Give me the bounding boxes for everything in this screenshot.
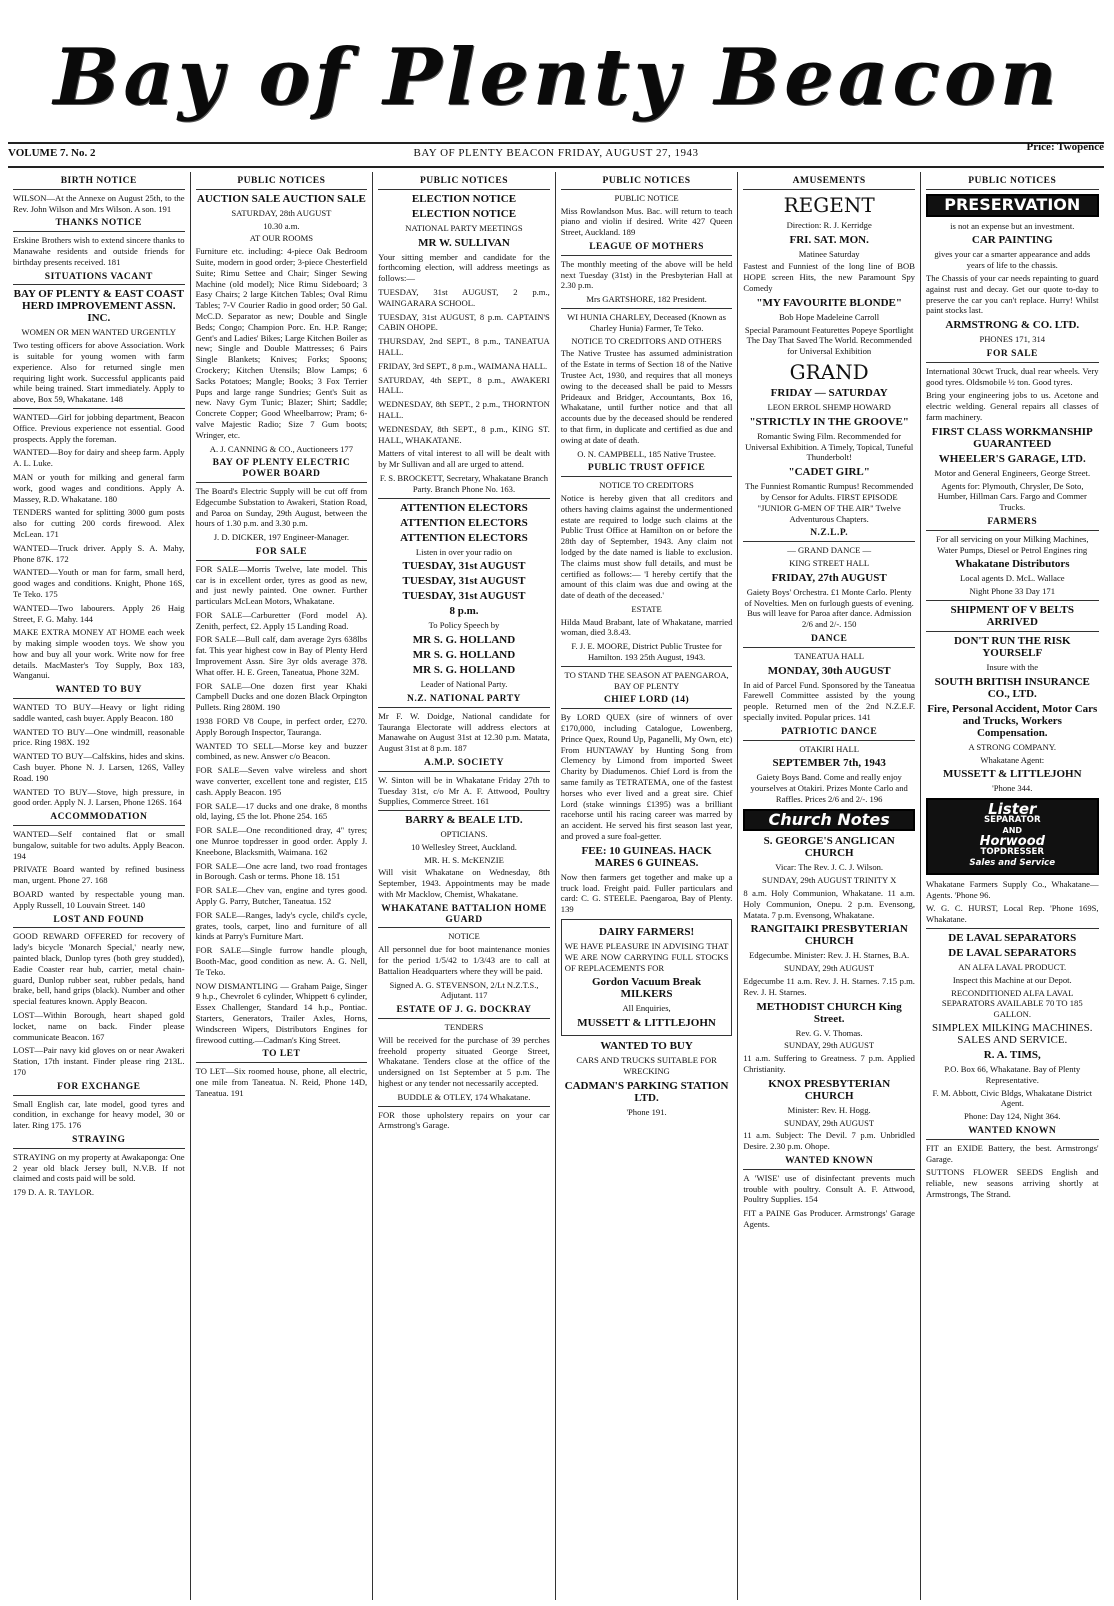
armstrong: ARMSTRONG & CO. LTD. — [945, 319, 1080, 332]
broadcast-date: TUESDAY, 31st AUGUST — [402, 590, 526, 603]
knox-minister: Minister: Rev. H. Hogg. — [787, 1104, 871, 1115]
classified-ad: PRIVATE Board wanted by refined business man, urgent. Phone 27. 168 — [13, 864, 185, 886]
speaker-name: MR S. G. HOLLAND — [412, 649, 516, 662]
creditors-notice: NOTICE TO CREDITORS AND OTHERS — [571, 335, 722, 346]
classified-ad: LOST—Within Borough, heart shaped gold locket, name on back. Finder please communicate Beacon. 167 — [13, 1010, 185, 1042]
divider — [378, 498, 550, 499]
hurst-rep: W. G. C. HURST, Local Rep. 'Phone 169S, Whakatane. — [925, 903, 1099, 925]
broadcast-date: TUESDAY, 31st AUGUST — [402, 575, 526, 588]
wheelers-agents: Agents for: Plymouth, Chrysler, De Soto, Humber, Hillman Cars. Fargo and Commer Trucks. — [937, 480, 1087, 513]
rangitaiki-services: Edgecumbe 11 a.m. Rev. J. H. Starnes. 7.15 p.m. Rev. J. H. Starnes. — [743, 976, 915, 997]
league-mothers-heading: LEAGUE OF MOTHERS — [561, 242, 733, 256]
divider — [926, 631, 1099, 632]
patriotic-dance-heading: PATRIOTIC DANCE — [743, 727, 915, 741]
classified-ad: FOR SALE—Seven valve wireless and short wave converter, excellent tone and register, £15 cash. Apply Beacon. 195 — [195, 765, 368, 797]
classified-ad: WANTED TO BUY—Calfskins, hides and skins. Cash buyer. Phone N. J. Larsen, 126S, Valley Road. 190 — [13, 751, 185, 783]
public-notices-heading: PUBLIC NOTICES — [926, 176, 1099, 190]
info-bar — [8, 141, 1104, 165]
auction-title: AUCTION SALE AUCTION SALE — [196, 192, 366, 205]
wheelers-garage: WHEELER'S GARAGE, LTD. — [938, 452, 1086, 465]
herd-assn: BAY OF PLENTY & EAST COAST HERD IMPROVEMENT ASSN. INC. — [13, 288, 184, 325]
knox-date: SUNDAY, 29th AUGUST — [784, 1117, 875, 1128]
barry-beale: BARRY & BEALE LTD. — [405, 814, 523, 827]
enquiries: All Enquiries, — [622, 1003, 671, 1014]
meeting-closing: Matters of vital interest to all will be dealt with by Mr Sullivan and all are urged to attend. — [378, 448, 550, 470]
column-5 — [738, 172, 921, 1600]
classified-ad: Small English car, late model, good tyres and condition, in exchange for heavy model, 30 or later. Ring 175. 176 — [13, 1098, 185, 1131]
car-painting: CAR PAINTING — [971, 234, 1053, 247]
methodist-date: SUNDAY, 29th AUGUST — [784, 1040, 875, 1051]
grand-days: FRIDAY — SATURDAY — [770, 386, 888, 399]
whakatane-distributors: Whakatane Distributors — [954, 558, 1070, 571]
testing-officers: Two testing officers for above Association. Work is suitable for young women with farm experience. Also for returned single men requiring light work. Successful applicants paid while being trained. Start immediately. Apply to above, Box 59, Whakatane. 148 — [13, 340, 185, 405]
straying-heading: STRAYING — [13, 1135, 185, 1149]
classified-ad: WANTED TO BUY—Heavy or light riding saddle wanted, cash buyer. Apply Beacon. 180 — [13, 702, 185, 723]
whakatane-agent: Whakatane Agent: — [980, 754, 1045, 765]
situations-heading: SITUATIONS VACANT — [13, 272, 185, 286]
broadcast-time: 8 p.m. — [449, 605, 479, 618]
armstrong-phones: PHONES 171, 314 — [979, 334, 1046, 345]
classified-ad: FOR SALE—Single furrow handle plough, Booth-Mac, good condition as new. A. G. Nell, Te Teko. — [195, 945, 368, 977]
amp-society-body: W. Sinton will be in Whakatane Friday 27th to Tuesday 31st, c/o Mr A. F. Attwood, Poultry Supplies, Commerce Street. 161 — [378, 774, 550, 807]
farmers-body: For all servicing on your Milking Machines, Water Pumps, Diesel or Petrol Engines ring — [936, 533, 1089, 555]
column-2 — [191, 172, 374, 1600]
divider — [561, 666, 733, 667]
accommodation-heading: ACCOMMODATION — [13, 812, 185, 826]
distributors-agent: Local agents D. McL. Wallace — [959, 573, 1065, 584]
divider — [378, 810, 550, 811]
charley-estate: WI HUNIA CHARLEY, Deceased (Known as Charley Hunia) Farmer, Te Teko. — [567, 311, 726, 333]
mckenzie: MR. H. S. McKENZIE — [424, 854, 504, 865]
strong-company: A STRONG COMPANY. — [968, 741, 1057, 752]
cadmans-phone: 'Phone 191. — [626, 1106, 667, 1117]
distributors-phone: Night Phone 33 Day 171 — [969, 586, 1055, 597]
separator-label: SEPARATOR — [983, 814, 1041, 825]
grand-body-2: The Funniest Romantic Rumpus! Recommended by Censor for Adults. FIRST EPISODE "JUNIOR G-MEN OF THE AIR" Twelve Adventurous Chapters. — [745, 481, 914, 524]
grand-title: GRAND — [789, 359, 869, 384]
sales-service: Sales and Service — [969, 858, 1056, 869]
classified-ad: FOR SALE—Ranges, lady's cycle, child's cycle, grates, tools, carpet, lino and furniture of all kinds at Parry's Furniture Mart. — [195, 909, 368, 942]
cars-trucks: CARS AND TRUCKS SUITABLE FOR WRECKING — [576, 1055, 717, 1076]
st-georges-date: SUNDAY, 29th AUGUST TRINITY X — [762, 875, 897, 886]
classified-ad: MAN or youth for milking and general farm work, good wages and conditions. Apply A. Massey, R.D. Whakatane. 180 — [13, 471, 185, 504]
regent-more: Special Paramount Featurettes Popeye Sportlight The Day That Saved The World. Recommended for Universal Exhibition — [744, 324, 914, 357]
farmers-heading: FARMERS — [926, 517, 1099, 531]
regent-title: REGENT — [783, 192, 875, 217]
home-guard-body: All personnel due for boot maintenance monies for the period 1/5/42 to 1/3/43 are to call at Battalion Headquarters where they will be paid. — [378, 944, 550, 976]
column-4 — [556, 172, 739, 1600]
classified-ad: WANTED TO SELL—Morse key and buzzer combined, as new. Answer c/o Beacon. — [195, 740, 368, 762]
to-let-heading: TO LET — [196, 1049, 368, 1063]
dockray-heading: ESTATE OF J. G. DOCKRAY — [378, 1005, 550, 1019]
king-street-hall: KING STREET HALL — [789, 557, 870, 568]
exchange-heading: FOR EXCHANGE — [13, 1082, 185, 1096]
and-label: AND — [1002, 825, 1023, 835]
estate-body: Hilda Maud Brabant, late of Whakatane, married woman, died 3.8.43. — [560, 616, 733, 638]
price: Price: Twopence — [1026, 141, 1104, 153]
meeting-intro: Your sitting member and candidate for the forthcoming election, will address meetings as follows:— — [378, 251, 550, 284]
classified-ad: WANTED—Youth or man for farm, small herd, good wages and conditions. Knight, Phone 16S, Te Teko. 175 — [13, 567, 185, 599]
mussett-littlejohn: MUSSETT & LITTLEJOHN — [577, 1017, 716, 1030]
wanted-known-heading: WANTED KNOWN — [743, 1156, 915, 1170]
divider — [926, 600, 1099, 601]
attention-electors: ATTENTION ELECTORS — [400, 501, 528, 514]
candidate-name: MR W. SULLIVAN — [418, 236, 510, 249]
regent-days: FRI. SAT. MON. — [789, 233, 869, 246]
classified-ad: BOARD wanted by respectable young man. Apply Russell, 10 Louvain Street. 140 — [13, 889, 185, 910]
reconditioned: RECONDITIONED ALFA LAVAL SEPARATORS AVAILABLE 70 TO 185 GALLON. — [941, 987, 1083, 1020]
dockray-body: Will be received for the purchase of 39 perches freehold property situated George Street, Whakatane. Tenders close at the office of the undersigned on 1st September at 5 p.m. The highest or any tender not necessarily accepted. — [378, 1034, 550, 1089]
abbott-phone: Phone: Day 124, Night 364. — [964, 1111, 1061, 1122]
tims: R. A. TIMS, — [983, 1049, 1041, 1062]
nzlp-heading: N.Z.L.P. — [743, 528, 915, 542]
auction-location: AT OUR ROOMS — [249, 233, 314, 244]
dairy-farmers-ad — [561, 919, 733, 1036]
column-1 — [8, 172, 191, 1600]
creditors-notice: NOTICE TO CREDITORS — [599, 480, 694, 491]
knox-services: 11 a.m. Subject: The Devil. 7 p.m. Unbridled Desire. 2.30 p.m. Ohope. — [743, 1130, 915, 1152]
meeting-item: TUESDAY, 31st AUGUST, 8 p.m. CAPTAIN'S CABIN OHOPE. — [378, 311, 550, 333]
volume-number: VOLUME 7. No. 2 — [8, 147, 96, 159]
opticians: OPTICIANS. — [440, 829, 488, 840]
regent-direction: Direction: R. J. Kerridge — [786, 219, 872, 230]
speaker-name: MR S. G. HOLLAND — [412, 634, 516, 647]
lost-found-heading: LOST AND FOUND — [13, 915, 185, 929]
thanks-notice: Erskine Brothers wish to extend sincere thanks to Manawahe residents and outside friends for birthday presents received. 181 — [13, 235, 185, 267]
stud-fee: FEE: 10 GUINEAS. HACK MARES 6 GUINEAS. — [581, 844, 712, 869]
de-laval: DE LAVAL SEPARATORS — [948, 932, 1077, 945]
st-georges: S. GEORGE'S ANGLICAN CHURCH — [763, 835, 895, 860]
birth-heading: BIRTH NOTICE — [13, 176, 185, 190]
taneatua-body: In aid of Parcel Fund. Sponsored by the Taneatua Farewell Committee assisted by the young people. Returned men of the 2nd N.Z.E.F. specially invited. Popular prices. 141 — [743, 679, 915, 722]
classified-ad: GOOD REWARD OFFERED for recovery of lady's bicycle 'Monarch Special,' nearly new, painted black, Dunlop tyres (both grey studded), Eadie Coaster rear hub, carrier, metal chain-guard, Dunlop rubber seat, rubber pedals, hand brake, bell, hand grips (black). Number and other special features known. Apply Beacon. — [13, 931, 185, 1007]
wanted-known-heading: WANTED KNOWN — [926, 1126, 1099, 1140]
grand-film: "STRICTLY IN THE GROOVE" — [749, 415, 909, 428]
chief-lord-body: By LORD QUEX (sire of winners of over £170,000, including Catalogue, Lowenberg, Prince Quex, Round Up, Paganelli, My Own, etc) From HUNTAWAY by Hunting Song from Clemency by Limond from imported Sweet Charity by Diadumenos. Chief Lord is from the same family as TETRATEMA, one of the fastest horses who ever lived and a great sire. Chief Lord (stake winnings £1395) was a brilliant racehorse until his racing career was marred by an accident. He served his first season last year, and proved a sure foal-getter. — [560, 712, 733, 842]
classified-ad: WANTED—Self contained flat or small bungalow, suitable for two adults. Apply Beacon. 194 — [13, 829, 185, 861]
regent-matinee: Matinee Saturday — [798, 248, 860, 259]
attention-electors: ATTENTION ELECTORS — [400, 516, 528, 529]
mussett-littlejohn: MUSSETT & LITTLEJOHN — [942, 768, 1082, 781]
auction-body: Furniture etc. including: 4-piece Oak Bedroom Suite, modern in good order; 3-piece Chesterfield Suite; Rimu Settee and Chair; Singer Sewing Machine (old model); Nice Rimu Sideboard; 3 Easy Chairs; 2 large Kitchen Tables; Oval Rimu Tables; 7-V Courier Radio in good order; 50 Gal. McC.D. Separator as new; Double and Single Beds; Congo; Champion Porc. En. H.P. Range; Gent's and Ladies' Bikes; Large Kitchen Boiler as new; Single and Double Mattresses; 6 Pairs Single Blankets; Knives; Forks; Spoons; Crockery; Kitchen Utensils; Blow Lamps; 6 Sacks Potatoes; Mangle; Books; 3 Fox Terrier Pups and large range Sundries; Gent's Suit as new. Navy Gym Tunic; Blazer; Shirt; Saddle; Concrete Copper; Good Wheelbarrow; Pram; 6-valve Majestic Radio; Size 7 Gum boots; Wringer, etc. — [195, 246, 368, 440]
speaker-name: MR S. G. HOLLAND — [412, 664, 516, 677]
classified-ad: STRAYING on my property at Awakaponga: One 2 year old black Jersey bull, N.V.B. If not claimed and costs paid will be sold. — [13, 1151, 185, 1184]
election-notice: ELECTION NOTICE — [411, 192, 517, 205]
amp-society-heading: A.M.P. SOCIETY — [378, 758, 550, 772]
attention-electors: ATTENTION ELECTORS — [400, 531, 528, 544]
power-board-body: The Board's Electric Supply will be cut off from Edgecumbe Substation to Awakeri, Station Road, and Paroa on Sunday, 29th August, between the hours of 1.30 p.m. and 3.30 p.m. — [195, 485, 368, 529]
classified-ad: WANTED TO BUY—Stove, high pressure, in good order. Apply N. J. Larsen, Phone 126S. 164 — [13, 786, 185, 808]
classified-ad: LOST—Pair navy kid gloves on or near Awakeri Station, 17th instant. Finder please ring 213L. 170 — [13, 1045, 185, 1077]
classified-ad: A 'WISE' use of disinfectant prevents much trouble with poultry. Consult A. F. Attwood, Poultry Supplies. 154 — [743, 1172, 915, 1205]
meeting-item: WEDNESDAY, 8th SEPT., 8 p.m., KING ST. HALL, WHAKATANE. — [378, 423, 550, 445]
otakiri-hall: OTAKIRI HALL — [799, 743, 860, 754]
classified-ad: NOW DISMANTLING — Graham Paige, Singer 9 h.p., Chevrolet 6 cylinder, Whippett 6 cylinder, Essex Challenger, Standard 14 h.p., Pontiac. Starters, Generators, Trailer Axles, Horns, Windscreen Wipers, Distributors Engines for firewood cutting.—Cadman's King Street. — [195, 980, 368, 1045]
notice-label: NOTICE — [448, 931, 480, 942]
grand-dance: — GRAND DANCE — — [787, 545, 872, 556]
opticians-address: 10 Wellesley Street, Auckland. — [411, 841, 517, 852]
dateline: BAY OF PLENTY BEACON FRIDAY, AUGUST 27, 1943 — [413, 147, 699, 159]
meeting-signature: F. S. BROCKETT, Secretary, Whakatane Branch Party. Branch Phone No. 163. — [379, 472, 549, 494]
regent-cast: Bob Hope Madeleine Carroll — [779, 311, 880, 322]
farmers-supply: Whakatane Farmers Supply Co., Whakatane—Agents. 'Phone 96. — [925, 878, 1099, 900]
taneatua-date: MONDAY, 30th AUGUST — [767, 664, 891, 677]
power-board-signature: J. D. DICKER, 197 Engineer-Manager. — [213, 532, 350, 543]
methodist: METHODIST CHURCH King Street. — [756, 1000, 902, 1025]
engineering-body: Bring your engineering jobs to us. Acetone and electric welding. General repairs all classes of farm machinery. — [925, 390, 1099, 422]
classified-ad: FOR SALE—Morris Twelve, late model. This car is in excellent order, tyres as good as new, and just newly painted. One owner. Further particulars McLean Motors, Whakatane. — [195, 563, 368, 607]
estate-label: ESTATE — [631, 603, 662, 614]
dairy-farmers-heading: DAIRY FARMERS! — [598, 926, 695, 939]
classified-ad: FOR SALE—One dozen first year Khaki Campbell Ducks and one dozen Black Orpington Pullets. Ring 280M. 190 — [195, 680, 368, 713]
stand-season: TO STAND THE SEASON AT PAENGAROA, BAY OF PLENTY — [564, 669, 729, 691]
insure-with: Insure with the — [986, 661, 1039, 672]
lister-logo: Lister — [988, 800, 1037, 819]
rowlandson-notice: Miss Rowlandson Mus. Bac. will return to teach piano and violin if desired. Write 427 Queen Street, Auckland. 189 — [560, 205, 733, 238]
classified-ad: TENDERS wanted for splitting 3000 gum posts also for cutting 200 cords firewood. Alex McLean. 171 — [13, 507, 185, 539]
rangitaiki-date: SUNDAY, 29th AUGUST — [784, 963, 875, 974]
classified-signature: 179 D. A. R. TAYLOR. — [13, 1187, 94, 1198]
alfa-laval: AN ALFA LAVAL PRODUCT. — [958, 962, 1067, 973]
classified-ad: TO LET—Six roomed house, phone, all electric, one mile from Taneatua. N. Reid, Phone 14D, Taneatua. 191 — [195, 1066, 368, 1098]
birth-notice: WILSON—At the Annexe on August 25th, to the Rev. John Wilson and Mrs Wilson. A son. 191 — [13, 192, 185, 214]
classified-ad: FOR SALE—Carburetter (Ford model A). Zenith, perfect, £2. Apply 15 Landing Road. — [195, 609, 368, 631]
classified-ad: SUTTONS FLOWER SEEDS English and reliable, new seasons arriving shortly at Armstrongs, The Strand. — [925, 1167, 1099, 1200]
otakiri-date: SEPTEMBER 7th, 1943 — [772, 757, 886, 770]
masthead-title: Bay of Plenty Beacon — [53, 32, 1061, 123]
grand-body: Romantic Swing Film. Recommended for Universal Exhibition. A Timely, Topical, Tuneful Thunderbolt! — [745, 430, 914, 463]
inspect-depot: Inspect this Machine at our Depot. — [952, 974, 1072, 985]
classified-ad: WANTED TO BUY—One windmill, reasonable price. Ring 198X. 192 — [13, 726, 185, 748]
grand-film-2: "CADET GIRL" — [788, 466, 870, 479]
masthead-rule — [8, 142, 1104, 144]
for-sale-heading: FOR SALE — [196, 547, 368, 561]
classified-ad: WANTED—Two labourers. Apply 26 Haig Street, F. G. Mahy. 144 — [13, 602, 185, 624]
auction-signature: A. J. CANNING & CO., Auctioneers 177 — [209, 443, 353, 454]
party-leader: Leader of National Party. — [420, 679, 508, 690]
public-notices-heading: PUBLIC NOTICES — [196, 176, 368, 190]
south-british: SOUTH BRITISH INSURANCE CO., LTD. — [934, 675, 1090, 700]
dance-heading: DANCE — [743, 634, 915, 648]
abbott: F. M. Abbott, Civic Bldgs, Whakatane District Agent. — [932, 1087, 1093, 1109]
league-mothers-signature: Mrs GARTSHORE, 182 President. — [586, 294, 707, 305]
public-notices-heading: PUBLIC NOTICES — [561, 176, 733, 190]
knox: KNOX PRESBYTERIAN CHURCH — [768, 1077, 891, 1102]
women-men-wanted: WOMEN OR MEN WANTED URGENTLY — [21, 327, 177, 338]
tims-body: P.O. Box 66, Whakatane. Bay of Plenty Representative. — [944, 1064, 1081, 1085]
classified-ad: FOR SALE—One acre land, two road frontages in Borough. Cash or terms. Phone 18. 151 — [195, 860, 368, 882]
for-sale-body: International 30cwt Truck, dual rear wheels. Very good tyres. Oldsmobile ½ ton. Good tyres. — [925, 365, 1099, 387]
public-notice-label: PUBLIC NOTICE — [614, 192, 679, 203]
classified-ad: FIT a PAINE Gas Producer. Armstrongs' Garage Agents. — [743, 1208, 915, 1230]
policy-speech: To Policy Speech by — [428, 620, 500, 631]
workmanship: FIRST CLASS WORKMANSHIP GUARANTEED — [931, 425, 1093, 450]
dont-run-risk: DON'T RUN THE RISK YOURSELF — [953, 634, 1071, 659]
divider — [378, 1106, 550, 1107]
meeting-item: FRIDAY, 3rd SEPT., 8 p.m., WAIMANA HALL. — [378, 360, 548, 371]
church-notes-banner: Church Notes — [743, 809, 915, 832]
estate-signature: F. J. E. MOORE, District Public Trustee for Hamilton. 193 25th August, 1943. — [571, 641, 722, 663]
dockray-signature: BUDDLE & OTLEY, 174 Whakatane. — [397, 1091, 531, 1102]
horwood-logo: Horwood — [979, 833, 1045, 849]
tenders-label: TENDERS — [444, 1022, 484, 1033]
st-georges-services: 8 a.m. Holy Communion, Whakatane. 11 a.m. Holy Communion, Onepu. 2 p.m. Evensong, Matata. 7 p.m. Evensong, Whakatane. — [743, 888, 915, 920]
methodist-services: 11 a.m. Suffering to Greatness. 7 p.m. Applied Christianity. — [743, 1053, 915, 1075]
insurance-types: Fire, Personal Accident, Motor Cars and Trucks, Workers Compensation. — [927, 702, 1098, 739]
public-trust-body: Notice is hereby given that all creditors and others having claims against the undermentioned estate are required to lodge such claims at the Public Trust Office at Hamilton on or before the 28th day of September, 1943. Any claim not lodged by the date named is liable to exclusion. The claims must show full details, and must be certified as follows:— 'I hereby certify that the amount of this claim was due and owing at the date of death of the deceased.' — [560, 492, 733, 601]
nz-national-party-body: Mr F. W. Doidge, National candidate for Tauranga Electorate will address electors at Manawahe on August 31st at 12.30 p.m. Matata, August 31st at 8 p.m. 187 — [378, 710, 550, 754]
regent-film: "MY FAVOURITE BLONDE" — [756, 296, 902, 309]
home-guard-heading: WHAKATANE BATTALION HOME GUARD — [378, 904, 550, 929]
simplex: SIMPLEX MILKING MACHINES. SALES AND SERVICE. — [932, 1022, 1093, 1047]
meeting-item: WEDNESDAY, 8th SEPT., 2 p.m., THORNTON HALL. — [378, 399, 550, 420]
chief-lord-heading: CHIEF LORD (14) — [561, 695, 733, 709]
auction-date: SATURDAY, 28th AUGUST — [231, 207, 332, 218]
gordon-milkers: Gordon Vacuum Break MILKERS — [591, 976, 702, 1001]
classified-ad: WANTED—Truck driver. Apply S. A. Mahy, Phone 87K. 172 — [13, 542, 185, 564]
charley-body: The Native Trustee has assumed administration of the Estate in terms of Section 18 of the Native Trustee Act, 1930, and requires that all moneys owing to the deceased shall be paid to Messrs Prideaux and Bridger, Accountants, Box 16, Whakatane, until further notice and that all accounts due by the deceased should be rendered to that firm, in duplicate and certified as due and owing at date of death. — [560, 348, 733, 445]
methodist-rev: Rev. G. V. Thomas. — [795, 1027, 863, 1038]
regent-body: Fastest and Funniest of the long line of BOB HOPE screen Hits, the new Paramount Spy Comedy — [743, 261, 915, 293]
listen-in: Listen in over your radio on — [415, 546, 513, 557]
classified-ad: MAKE EXTRA MONEY AT HOME each week by making simple wooden toys. We show you how and buy all your work. Write now for free details. MacMaster's Toy Supply, Box 183, Wanganui. — [13, 627, 185, 681]
dairy-farmers-body: WE HAVE PLEASURE IN ADVISING THAT WE ARE NOW CARRYING FULL STOCKS OF REPLACEMENTS FOR — [564, 941, 729, 973]
thanks-heading: THANKS NOTICE — [13, 218, 185, 232]
public-notices-heading: PUBLIC NOTICES — [378, 176, 550, 190]
public-trust-heading: PUBLIC TRUST OFFICE — [561, 463, 733, 477]
nz-national-party-heading: N.Z. NATIONAL PARTY — [378, 694, 550, 708]
info-rule — [8, 166, 1104, 168]
wheelers-sub: Motor and General Engineers, George Street. — [934, 467, 1091, 478]
lister-ad — [926, 798, 1099, 875]
chief-lord-closing: Now then farmers get together and make up a truck load. Freight paid. Fuller particulars and card: C. G. STEELE. Paengaroa, Bay of Plenty. 139 — [560, 871, 733, 915]
national-party-meetings: NATIONAL PARTY MEETINGS — [405, 222, 523, 233]
masthead — [0, 20, 1114, 135]
league-mothers-body: The monthly meeting of the above will be held next Tuesday (31st) in the Presbyterian Hall at 2.30 p.m. — [560, 258, 733, 291]
column-6 — [921, 172, 1104, 1600]
columns — [8, 172, 1104, 1600]
cadmans-parking: CADMAN'S PARKING STATION LTD. — [564, 1079, 729, 1104]
st-georges-vicar: Vicar: The Rev. J. C. J. Wilson. — [775, 862, 884, 873]
column-3 — [373, 172, 556, 1600]
power-board-heading: BAY OF PLENTY ELECTRIC POWER BOARD — [196, 458, 368, 483]
mussett-phone: 'Phone 344. — [992, 783, 1033, 794]
divider — [13, 408, 185, 409]
broadcast-date: TUESDAY, 31st AUGUST — [402, 560, 526, 573]
king-street-date: FRIDAY, 27th AUGUST — [771, 571, 887, 584]
divider — [561, 308, 733, 309]
rangitaiki-minister: Edgecumbe. Minister: Rev. J. H. Starnes, B.A. — [749, 950, 910, 961]
wanted-to-buy-heading: WANTED TO BUY — [600, 1040, 693, 1053]
divider — [926, 928, 1099, 929]
mckenzie-body: Will visit Whakatane on Wednesday, 8th September, 1943. Appointments may be made with Mr Macklow, Chemist, Whakatane. — [378, 867, 550, 900]
preservation-logo: PRESERVATION — [926, 194, 1099, 217]
meeting-item: TUESDAY, 31st AUGUST, 2 p.m., WAINGARARA SCHOOL. — [378, 286, 550, 308]
wanted-to-buy-heading: WANTED TO BUY — [13, 685, 185, 699]
classified-ad: FOR SALE—17 ducks and one drake, 8 months old, laying, £5 the lot. Phone 254. 165 — [195, 800, 368, 822]
classified-ad: WANTED—Girl for jobbing department, Beacon Office. Previous experience not essential. Good prospects. Apply the foreman. — [13, 411, 185, 444]
topdresser-label: TOPDRESSER — [980, 847, 1045, 858]
classified-ad: 1938 FORD V8 Coupe, in perfect order, £270. Apply Borough Inspector, Tauranga. — [195, 716, 368, 737]
classified-ad: FOR SALE—Bull calf, dam average 2yrs 638lbs fat. This year highest cow in Bay of Plenty Herd Improvement Assn. Sire 3yr olds average 378. What offer. H. E. Green, Taneatua, Phone 32M. — [195, 634, 368, 677]
home-guard-signature: Signed A. G. STEVENSON, 2/Lt N.Z.T.S., Adjutant. 117 — [389, 979, 539, 1001]
for-sale-heading: FOR SALE — [926, 349, 1099, 363]
car-painting-sub: gives your car a smarter appearance and adds years of life to the chassis. — [934, 249, 1091, 271]
car-painting-body: The Chassis of your car needs repainting to guard against rust and decay. Get our quote to-day to preserve the car you can't replace. Hurry! Whilst paint stocks last. — [925, 272, 1099, 316]
taneatua-hall: TANEATUA HALL — [794, 650, 865, 661]
otakiri-body: Gaiety Boys Band. Come and really enjoy yourselves at Otakiri. Prizes Monte Carlo and Raffles. Prices 2/6 and 2/-. 196 — [750, 772, 908, 804]
rangitaiki: RANGITAIKI PRESBYTERIAN CHURCH — [750, 923, 908, 948]
amusements-heading: AMUSEMENTS — [743, 176, 915, 190]
classified-ad: FOR SALE—Chev van, engine and tyres good. Apply G. Parry, Butcher, Taneatua. 152 — [195, 885, 368, 907]
v-belts: SHIPMENT OF V BELTS ARRIVED — [950, 603, 1075, 628]
preservation-sub: is not an expense but an investment. — [950, 220, 1075, 231]
charley-signature: O. N. CAMPBELL, 185 Native Trustee. — [577, 448, 716, 459]
classified-ad: FOR SALE—One reconditioned dray, 4" tyres; one Munroe topdresser in good order. Apply J. Kneebone, Blacksmith, Waimana. 162 — [195, 825, 368, 857]
grand-cast: LEON ERROL SHEMP HOWARD — [767, 401, 891, 412]
classified-ad: WANTED—Boy for dairy and sheep farm. Apply A. L. Luke. — [13, 447, 185, 469]
de-laval: DE LAVAL SEPARATORS — [948, 947, 1077, 960]
auction-time: 10.30 a.m. — [263, 220, 300, 231]
meeting-item: SATURDAY, 4th SEPT., 8 p.m., AWAKERI HALL. — [378, 374, 550, 396]
king-street-body: Gaiety Boys' Orchestra. £1 Monte Carlo. Plenty of Novelties. Men on furlough guests of evening. Bus will leave for Paroa after dance. Admission 2/6 and 2/-. 150 — [744, 586, 914, 630]
election-notice: ELECTION NOTICE — [411, 207, 517, 220]
classified-ad: FIT an EXIDE Battery, the best. Armstrongs' Garage. — [925, 1142, 1099, 1164]
upholstery-ad: FOR those upholstery repairs on your car Armstrong's Garage. — [378, 1109, 550, 1131]
meeting-item: THURSDAY, 2nd SEPT., 8 p.m., TANEATUA HALL. — [378, 336, 550, 357]
